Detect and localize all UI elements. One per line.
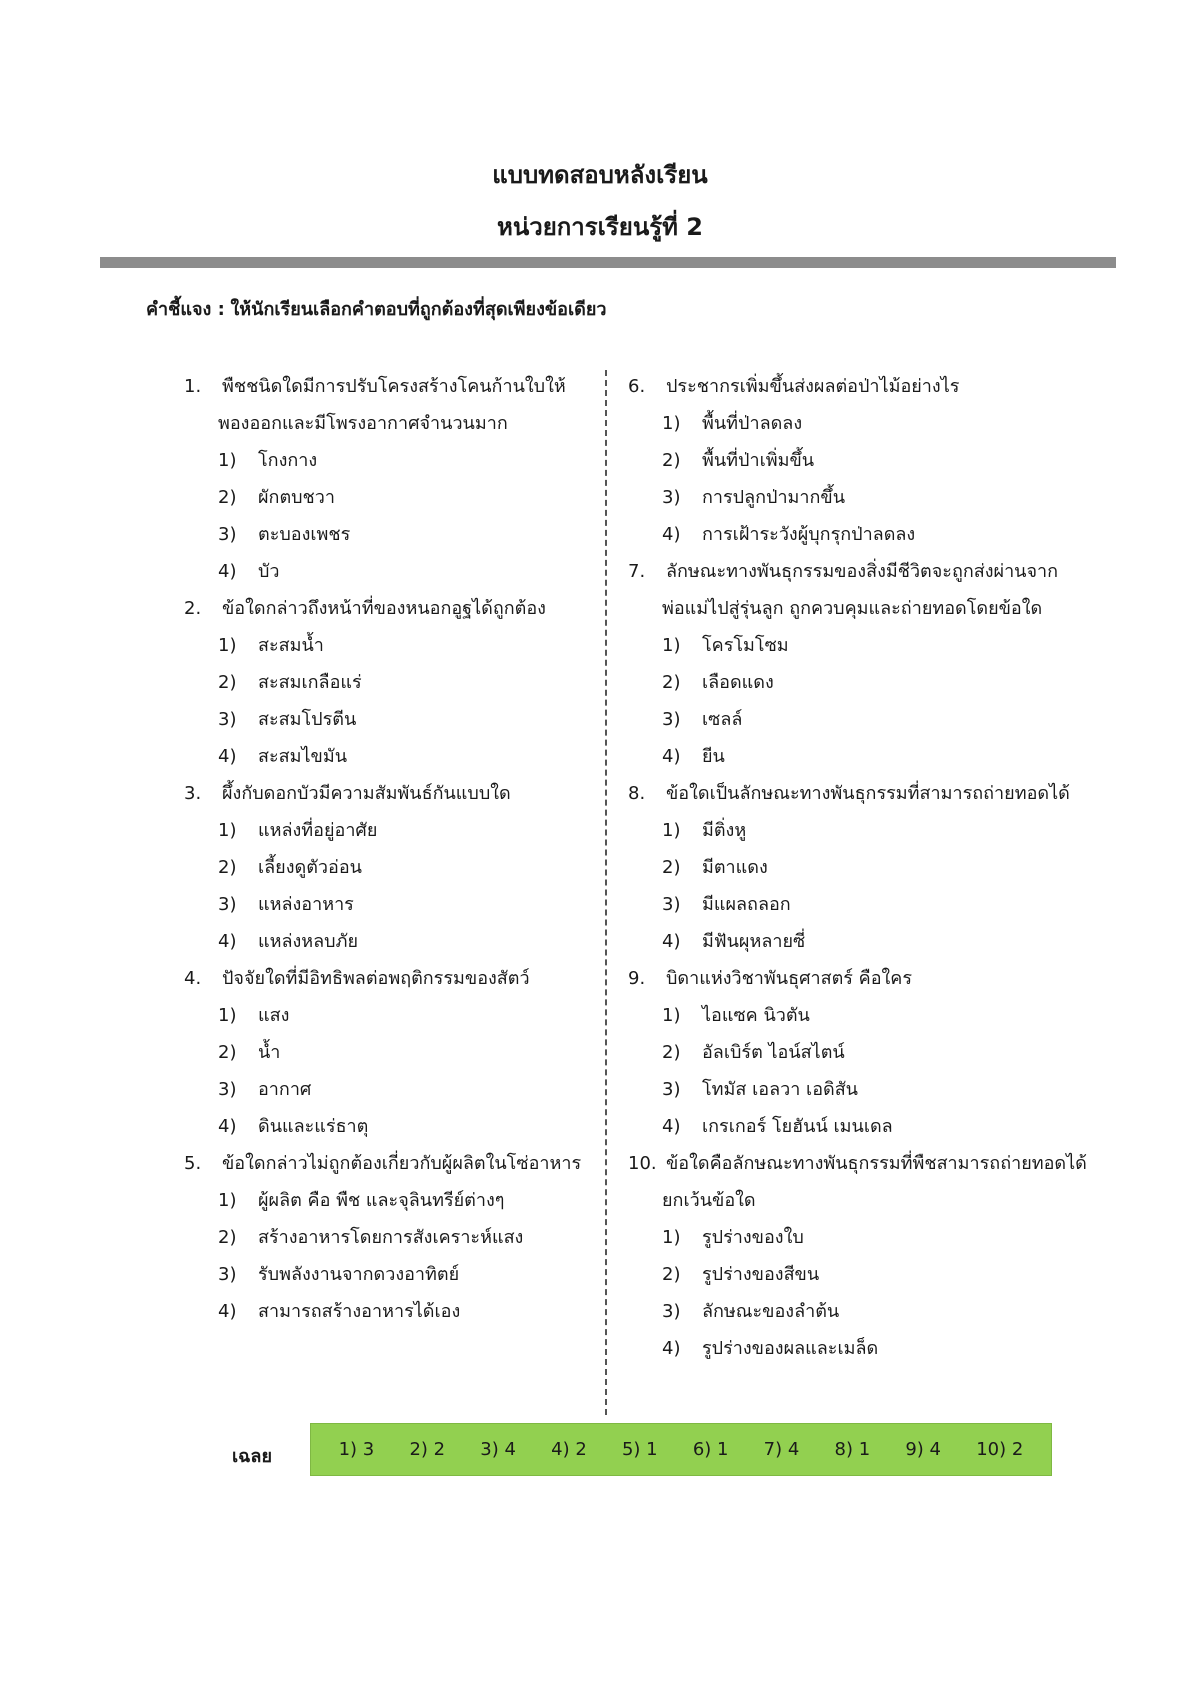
option-text: น้ำ [258, 1042, 281, 1063]
answer-option [184, 812, 594, 849]
answer-option [184, 479, 594, 516]
answer-option [184, 1293, 594, 1330]
answer-option [628, 738, 1098, 775]
option-number: 4) [662, 524, 681, 545]
question-text: ปัจจัยใดที่มีอิทธิพลต่อพฤติกรรมของสัตว์ [222, 968, 530, 989]
question-number: 2. [184, 598, 202, 619]
option-text: โกงกาง [258, 450, 318, 471]
answer-option [184, 1034, 594, 1071]
answer-item: 5) 1 [621, 1439, 658, 1460]
option-number: 2) [218, 487, 237, 508]
option-number: 1) [662, 1005, 681, 1026]
question-text: ประชากรเพิ่มขึ้นส่งผลต่อป่าไม้อย่างไร [666, 376, 960, 397]
option-text: แหล่งอาหาร [258, 894, 354, 915]
option-number: 3) [218, 524, 237, 545]
instruction-label: คำชี้แจง : [146, 299, 225, 320]
option-number: 3) [662, 1301, 681, 1322]
answer-option [184, 1182, 594, 1219]
option-number: 3) [218, 894, 237, 915]
question [184, 960, 594, 1145]
answer-option [184, 701, 594, 738]
option-text: มีฟันผุหลายซี่ [702, 931, 806, 952]
answer-option [628, 1034, 1098, 1071]
option-text: เลือดแดง [702, 672, 774, 693]
answer-option [184, 627, 594, 664]
option-text: เลี้ยงดูตัวอ่อน [258, 857, 362, 878]
answer-option [628, 886, 1098, 923]
option-text: มีแผลถลอก [702, 894, 791, 915]
answer-option [628, 1293, 1098, 1330]
option-number: 1) [218, 1005, 237, 1026]
answer-option [184, 738, 594, 775]
option-number: 3) [218, 1079, 237, 1100]
option-number: 4) [662, 1116, 681, 1137]
option-text: โครโมโซม [702, 635, 789, 656]
option-text: รูปร่างของผลและเมล็ด [702, 1338, 879, 1359]
option-number: 3) [662, 487, 681, 508]
answer-option [184, 1219, 594, 1256]
question-text: ลักษณะทางพันธุกรรมของสิ่งมีชีวิตจะถูกส่งผ่านจาก [666, 561, 1059, 582]
answer-option [628, 997, 1098, 1034]
option-text: สะสมเกลือแร่ [258, 672, 362, 693]
option-text: สามารถสร้างอาหารได้เอง [258, 1301, 461, 1322]
option-number: 2) [662, 450, 681, 471]
option-text: ผักตบชวา [258, 487, 335, 508]
option-number: 2) [218, 857, 237, 878]
option-number: 4) [662, 1338, 681, 1359]
answer-option [628, 1108, 1098, 1145]
option-text: รูปร่างของสีขน [702, 1264, 820, 1285]
option-number: 3) [662, 1079, 681, 1100]
answer-label: เฉลย [232, 1446, 272, 1467]
answer-option [628, 405, 1098, 442]
option-text: พื้นที่ป่าเพิ่มขึ้น [702, 450, 815, 471]
question-number: 9. [628, 968, 646, 989]
question-text: พืชชนิดใดมีการปรับโครงสร้างโคนก้านใบให้ [222, 376, 566, 397]
option-number: 3) [662, 894, 681, 915]
question-number: 1. [184, 376, 202, 397]
option-text: สร้างอาหารโดยการสังเคราะห์แสง [258, 1227, 524, 1248]
option-text: โทมัส เอลวา เอดิสัน [702, 1079, 858, 1100]
option-number: 4) [218, 746, 237, 767]
option-number: 1) [218, 820, 237, 841]
option-text: เซลล์ [702, 709, 743, 730]
question-text: พ่อแม่ไปสู่รุ่นลูก ถูกควบคุมและถ่ายทอดโดยข้อใด [662, 598, 1043, 619]
question-number: 6. [628, 376, 646, 397]
page-title: แบบทดสอบหลังเรียน [492, 161, 708, 189]
option-text: พื้นที่ป่าลดลง [702, 413, 803, 434]
option-number: 4) [218, 1116, 237, 1137]
option-number: 4) [662, 931, 681, 952]
option-number: 4) [218, 561, 237, 582]
option-text: ตะบองเพชร [258, 524, 351, 545]
answer-option [628, 1219, 1098, 1256]
option-text: สะสมน้ำ [258, 635, 324, 656]
answer-option [184, 923, 594, 960]
question-text: ข้อใดกล่าวไม่ถูกต้องเกี่ยวกับผู้ผลิตในโซ่อาหาร [222, 1153, 582, 1174]
option-number: 2) [662, 672, 681, 693]
option-number: 3) [218, 1264, 237, 1285]
answer-option [184, 849, 594, 886]
answer-option [628, 516, 1098, 553]
question-number: 8. [628, 783, 646, 804]
option-text: ไอแซค นิวตัน [702, 1005, 810, 1026]
answer-option [628, 627, 1098, 664]
option-number: 1) [662, 820, 681, 841]
answer-item: 8) 1 [834, 1439, 871, 1460]
option-text: ยีน [702, 746, 725, 767]
question-text: ข้อใดเป็นลักษณะทางพันธุกรรมที่สามารถถ่ายทอดได้ [666, 783, 1070, 804]
option-text: การเฝ้าระวังผู้บุกรุกป่าลดลง [702, 524, 916, 545]
column-divider [605, 370, 607, 1415]
answer-option [628, 1256, 1098, 1293]
answer-option [628, 479, 1098, 516]
instruction [146, 294, 606, 323]
question-text: ผึ้งกับดอกบัวมีความสัมพันธ์กันแบบใด [222, 783, 511, 804]
answer-key [310, 1423, 1052, 1476]
question [184, 368, 594, 590]
question-text: ข้อใดคือลักษณะทางพันธุกรรมที่พืชสามารถถ่ายทอดได้ [666, 1153, 1087, 1174]
question [184, 775, 594, 960]
option-number: 1) [662, 635, 681, 656]
question [628, 960, 1098, 1145]
answer-item: 2) 2 [409, 1439, 446, 1460]
option-text: การปลูกป่ามากขึ้น [702, 487, 846, 508]
option-number: 1) [218, 1190, 237, 1211]
option-number: 3) [662, 709, 681, 730]
page-subtitle: หน่วยการเรียนรู้ที่ 2 [497, 213, 703, 241]
question-number: 5. [184, 1153, 202, 1174]
answer-option [628, 1330, 1098, 1367]
option-number: 4) [218, 931, 237, 952]
option-text: อัลเบิร์ต ไอน์สไตน์ [702, 1042, 845, 1063]
option-number: 1) [218, 635, 237, 656]
option-text: ผู้ผลิต คือ พืช และจุลินทรีย์ต่างๆ [258, 1190, 505, 1211]
right-question-column [628, 368, 1098, 1367]
answer-item: 9) 4 [905, 1439, 941, 1460]
option-text: แหล่งที่อยู่อาศัย [258, 820, 378, 841]
option-text: แสง [258, 1005, 290, 1026]
question [628, 368, 1098, 553]
option-text: ลักษณะของลำต้น [702, 1301, 840, 1322]
question-number: 3. [184, 783, 202, 804]
answer-option [628, 701, 1098, 738]
option-text: มีตาแดง [702, 857, 768, 878]
option-number: 4) [662, 746, 681, 767]
option-number: 2) [662, 857, 681, 878]
answer-option [628, 664, 1098, 701]
left-question-column [184, 368, 594, 1330]
option-text: รูปร่างของใบ [702, 1227, 804, 1248]
question-text: บิดาแห่งวิชาพันธุศาสตร์ คือใคร [666, 968, 913, 989]
answer-option [184, 442, 594, 479]
answer-option [184, 997, 594, 1034]
question-number: 4. [184, 968, 202, 989]
option-text: มีติ่งหู [702, 820, 747, 841]
option-number: 4) [218, 1301, 237, 1322]
question [628, 775, 1098, 960]
header-divider [100, 257, 1116, 268]
answer-option [184, 1108, 594, 1145]
option-number: 2) [218, 1042, 237, 1063]
answer-item: 1) 3 [338, 1439, 375, 1460]
answer-option [184, 516, 594, 553]
option-text: ดินและแร่ธาตุ [258, 1116, 369, 1137]
question-text: ยกเว้นข้อใด [662, 1190, 756, 1211]
answer-item: 6) 1 [692, 1439, 729, 1460]
answer-item: 10) 2 [976, 1439, 1024, 1460]
answer-option [184, 1256, 594, 1293]
answer-item: 3) 4 [480, 1439, 516, 1460]
question-text: ข้อใดกล่าวถึงหน้าที่ของหนอกอูฐได้ถูกต้อง [222, 598, 546, 619]
option-number: 1) [218, 450, 237, 471]
question [628, 1145, 1098, 1367]
option-number: 1) [662, 1227, 681, 1248]
option-number: 2) [218, 672, 237, 693]
option-text: สะสมโปรตีน [258, 709, 357, 730]
option-number: 2) [662, 1042, 681, 1063]
option-number: 2) [218, 1227, 237, 1248]
option-text: เกรเกอร์ โยฮันน์ เมนเดล [702, 1116, 893, 1137]
question-text: พองออกและมีโพรงอากาศจำนวนมาก [218, 413, 508, 434]
option-text: รับพลังงานจากดวงอาทิตย์ [258, 1264, 460, 1285]
answer-option [184, 664, 594, 701]
option-text: แหล่งหลบภัย [258, 931, 359, 952]
answer-option [184, 1071, 594, 1108]
answer-option [628, 1071, 1098, 1108]
option-number: 3) [218, 709, 237, 730]
answer-option [628, 923, 1098, 960]
answer-option [628, 442, 1098, 479]
option-number: 1) [662, 413, 681, 434]
option-text: บัว [258, 561, 280, 582]
answer-option [184, 886, 594, 923]
instruction-text: ให้นักเรียนเลือกคำตอบที่ถูกต้องที่สุดเพียงข้อเดียว [230, 299, 607, 320]
option-text: อากาศ [258, 1079, 312, 1100]
option-number: 2) [662, 1264, 681, 1285]
question [628, 553, 1098, 775]
answer-item: 4) 2 [551, 1439, 587, 1460]
question-number: 7. [628, 561, 646, 582]
answer-option [184, 553, 594, 590]
option-text: สะสมไขมัน [258, 746, 348, 767]
question [184, 1145, 594, 1330]
answer-option [628, 812, 1098, 849]
answer-option [628, 849, 1098, 886]
question-number: 10. [628, 1153, 657, 1174]
answer-item: 7) 4 [763, 1439, 800, 1460]
question [184, 590, 594, 775]
